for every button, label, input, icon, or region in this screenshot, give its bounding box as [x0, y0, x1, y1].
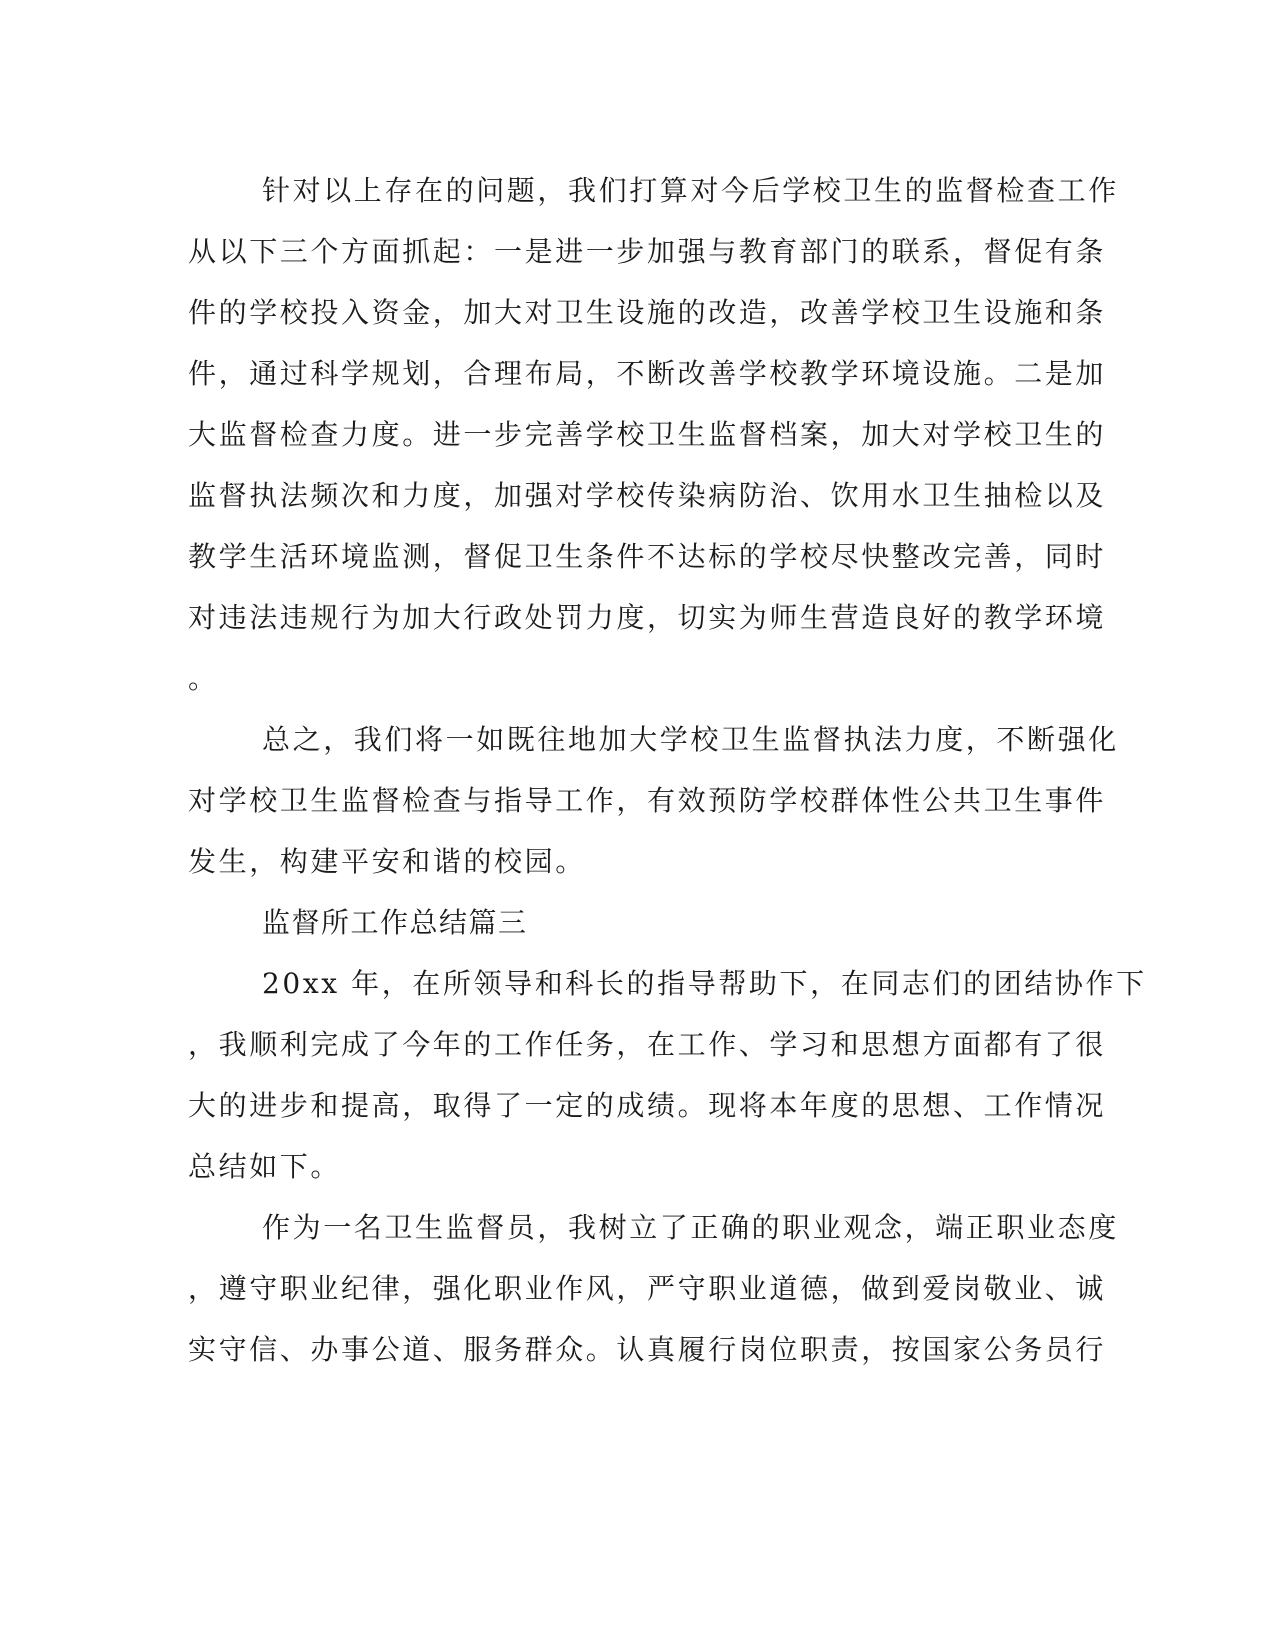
paragraph-line: 对学校卫生监督检查与指导工作，有效预防学校群体性公共卫生事件	[188, 784, 1107, 817]
document-body	[188, 160, 1147, 1380]
paragraph-line: 实守信、办事公道、服务群众。认真履行岗位职责，按国家公务员行	[188, 1333, 1107, 1366]
paragraph-line: 总之，我们将一如既往地加大学校卫生监督执法力度，不断强化	[262, 723, 1119, 756]
paragraph-line: 教学生活环境监测，督促卫生条件不达标的学校尽快整改完善，同时	[188, 540, 1107, 573]
paragraph-line: 总结如下。	[188, 1150, 342, 1183]
paragraph-line: 发生，构建平安和谐的校园。	[188, 845, 586, 878]
paragraph-line: 针对以上存在的问题，我们打算对今后学校卫生的监督检查工作	[262, 174, 1119, 207]
paragraph-line: 。	[188, 662, 219, 695]
paragraph-line: 件的学校投入资金，加大对卫生设施的改造，改善学校卫生设施和条	[188, 296, 1107, 329]
paragraph-line: ，我顺利完成了今年的工作任务，在工作、学习和思想方面都有了很	[188, 1028, 1107, 1061]
paragraph-line: 件，通过科学规划，合理布局，不断改善学校教学环境设施。二是加	[188, 357, 1107, 390]
paragraph-line: 大的进步和提高，取得了一定的成绩。现将本年度的思想、工作情况	[188, 1089, 1107, 1122]
paragraph-line: 大监督检查力度。进一步完善学校卫生监督档案，加大对学校卫生的	[188, 418, 1107, 451]
paragraph-line: ，遵守职业纪律，强化职业作风，严守职业道德，做到爱岗敬业、诚	[188, 1272, 1107, 1305]
section-heading: 监督所工作总结篇三	[262, 906, 528, 939]
paragraph-line: 作为一名卫生监督员，我树立了正确的职业观念，端正职业态度	[262, 1211, 1119, 1244]
paragraph-line: 从以下三个方面抓起：一是进一步加强与教育部门的联系，督促有条	[188, 235, 1107, 268]
paragraph-line: 对违法违规行为加大行政处罚力度，切实为师生营造良好的教学环境	[188, 601, 1107, 634]
paragraph-line: 监督执法频次和力度，加强对学校传染病防治、饮用水卫生抽检以及	[188, 479, 1107, 512]
paragraph-line: 20xx 年，在所领导和科长的指导帮助下，在同志们的团结协作下	[262, 967, 1147, 1000]
